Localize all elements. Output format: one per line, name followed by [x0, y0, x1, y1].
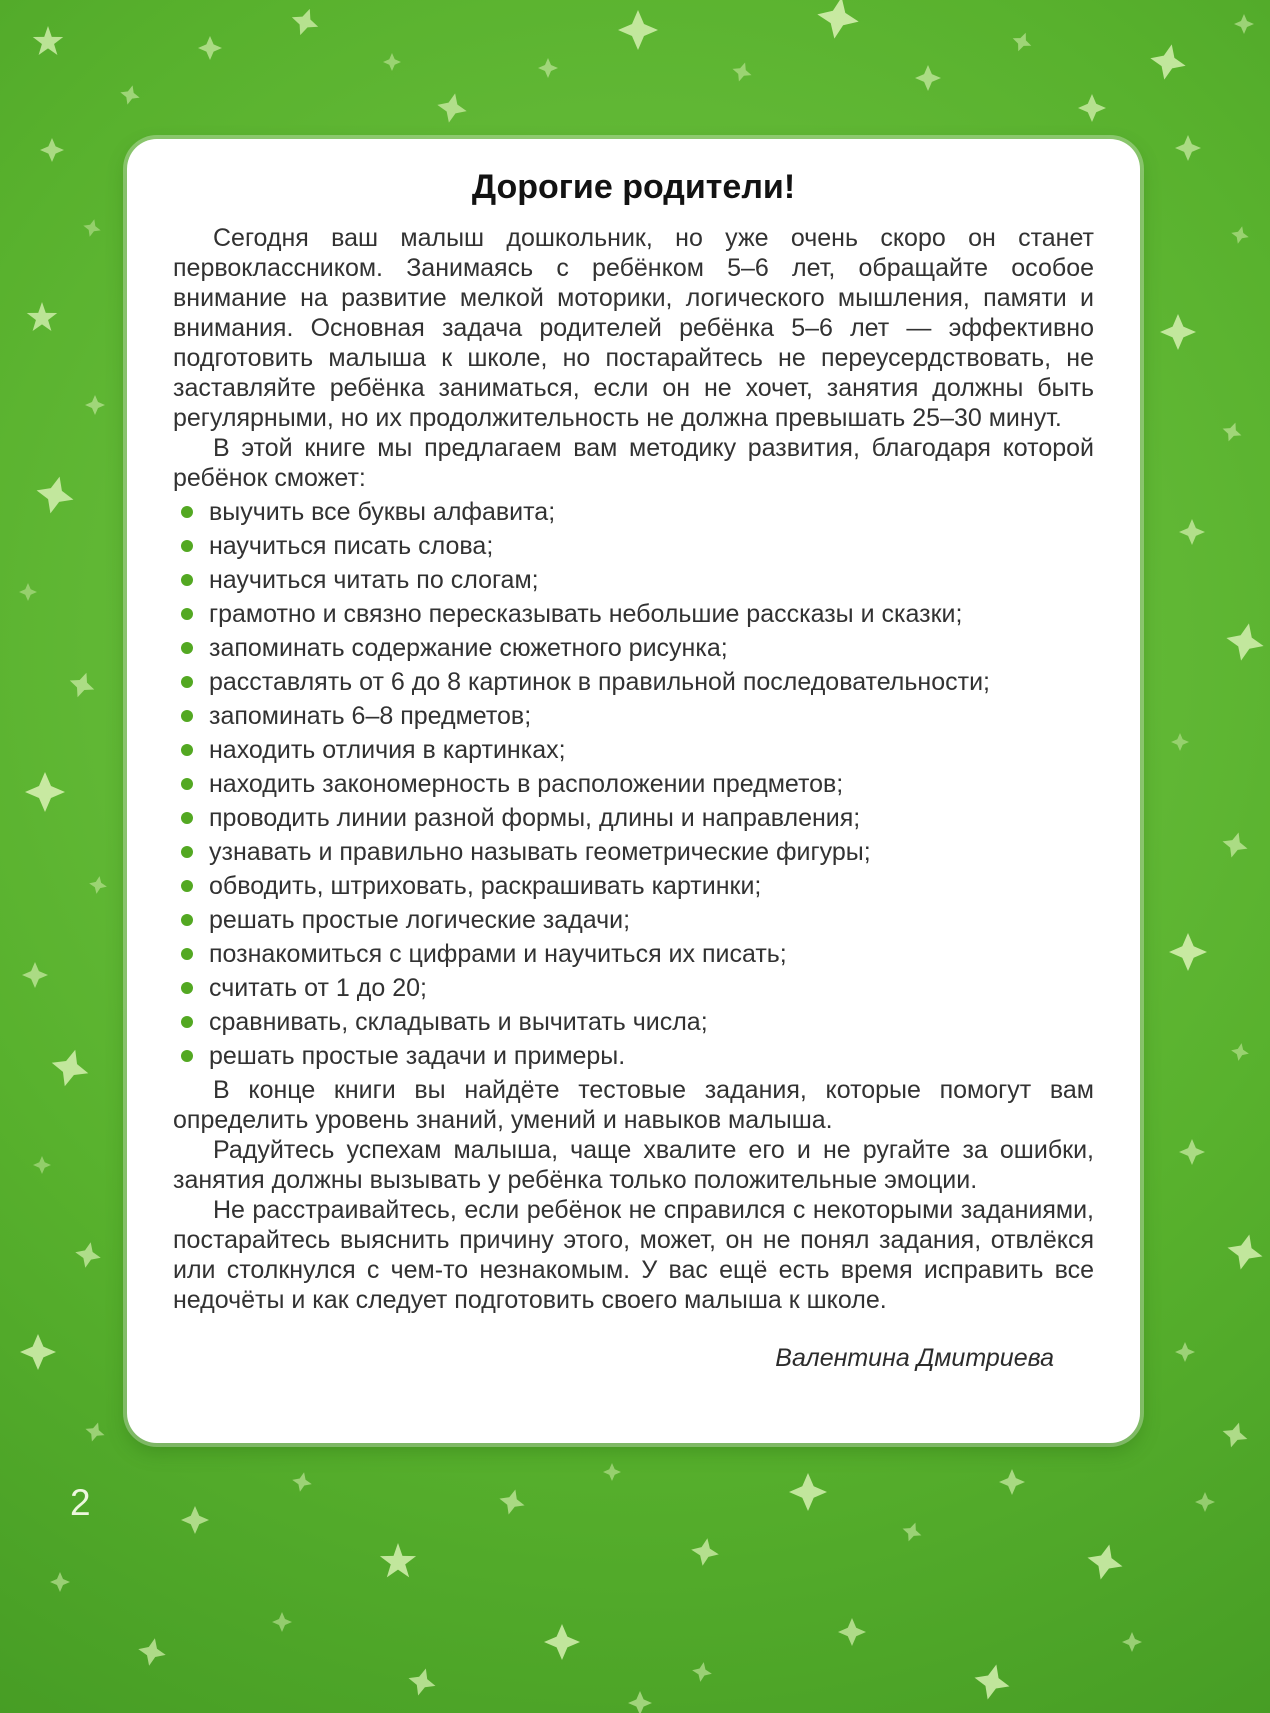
bullet-icon: [181, 540, 193, 552]
skill-item: [173, 905, 1094, 935]
skill-text: сравнивать, складывать и вычитать числа;: [209, 1008, 708, 1036]
parent-letter-card: [127, 139, 1140, 1443]
skill-item: [173, 1041, 1094, 1071]
bullet-icon: [181, 812, 193, 824]
skill-item: [173, 803, 1094, 833]
skill-text: обводить, штриховать, раскрашивать картинки;: [209, 872, 762, 900]
skill-item: [173, 973, 1094, 1003]
skill-text: решать простые логические задачи;: [209, 906, 631, 934]
skill-item: [173, 701, 1094, 731]
skills-list: [173, 497, 1094, 1071]
bullet-icon: [181, 676, 193, 688]
skill-item: [173, 871, 1094, 901]
skill-item: [173, 939, 1094, 969]
skill-item: [173, 837, 1094, 867]
skill-item: [173, 633, 1094, 663]
closing-paragraph-3: Не расстраивайтесь, если ребёнок не справился с некоторыми заданиями, постарайтесь выяснить причину этого, может, он не понял задания, отвлёкся или столкнулся с чем-то незнакомым. У вас ещё есть время исправить все недочёты и как следует подготовить своего малыша к школе.: [173, 1196, 1094, 1314]
bullet-icon: [181, 710, 193, 722]
skill-text: находить отличия в картинках;: [209, 736, 566, 764]
skill-item: [173, 1007, 1094, 1037]
skill-text: выучить все буквы алфавита;: [209, 498, 556, 526]
skill-text: находить закономерность в расположении предметов;: [209, 770, 844, 798]
intro-paragraph-1: Сегодня ваш малыш дошкольник, но уже очень скоро он станет первоклассником. Занимаясь с ребёнком 5–6 лет, обращайте особое внимание на развитие мелкой моторики, логического мышления, памяти и внимания. Основная задача родителей ребёнка 5–6 лет — эффективно подготовить малыша к школе, но постарайтесь не переусердствовать, не заставляйте ребёнка заниматься, если он не хочет, занятия должны быть регулярными, но их продолжительность не должна превышать 25–30 минут.: [173, 224, 1094, 432]
bullet-icon: [181, 1016, 193, 1028]
bullet-icon: [181, 778, 193, 790]
skill-text: познакомиться с цифрами и научиться их писать;: [209, 940, 787, 968]
skill-text: решать простые задачи и примеры.: [209, 1042, 626, 1070]
skill-item: [173, 565, 1094, 595]
skill-text: научиться писать слова;: [209, 532, 494, 560]
bullet-icon: [181, 1050, 193, 1062]
bullet-icon: [181, 574, 193, 586]
skill-item: [173, 531, 1094, 561]
skill-item: [173, 599, 1094, 629]
bullet-icon: [181, 982, 193, 994]
skill-text: научиться читать по слогам;: [209, 566, 539, 594]
page-number: 2: [70, 1482, 91, 1523]
skill-text: узнавать и правильно называть геометрические фигуры;: [209, 838, 871, 866]
skill-item: [173, 769, 1094, 799]
closing-paragraph-1: В конце книги вы найдёте тестовые задания, которые помогут вам определить уровень знаний, умений и навыков малыша.: [173, 1076, 1094, 1134]
bullet-icon: [181, 914, 193, 926]
skill-item: [173, 497, 1094, 527]
intro-paragraph-2: В этой книге мы предлагаем вам методику развития, благодаря которой ребёнок сможет:: [173, 434, 1094, 492]
skill-item: [173, 667, 1094, 697]
bullet-icon: [181, 608, 193, 620]
skill-item: [173, 735, 1094, 765]
skill-text: расставлять от 6 до 8 картинок в правильной последовательности;: [209, 668, 990, 696]
author-signature: Валентина Дмитриева: [775, 1344, 1054, 1372]
skill-text: считать от 1 до 20;: [209, 974, 427, 1002]
skill-text: проводить линии разной формы, длины и направления;: [209, 804, 861, 832]
closing-paragraph-2: Радуйтесь успехам малыша, чаще хвалите его и не ругайте за ошибки, занятия должны вызывать у ребёнка только положительные эмоции.: [173, 1136, 1094, 1194]
page-title: Дорогие родители!: [471, 168, 796, 206]
bullet-icon: [181, 642, 193, 654]
skill-text: грамотно и связно пересказывать небольшие рассказы и сказки;: [209, 600, 963, 628]
bullet-icon: [181, 948, 193, 960]
skill-text: запоминать 6–8 предметов;: [209, 702, 532, 730]
bullet-icon: [181, 880, 193, 892]
bullet-icon: [181, 506, 193, 518]
bullet-icon: [181, 846, 193, 858]
skill-text: запоминать содержание сюжетного рисунка;: [209, 634, 728, 662]
bullet-icon: [181, 744, 193, 756]
